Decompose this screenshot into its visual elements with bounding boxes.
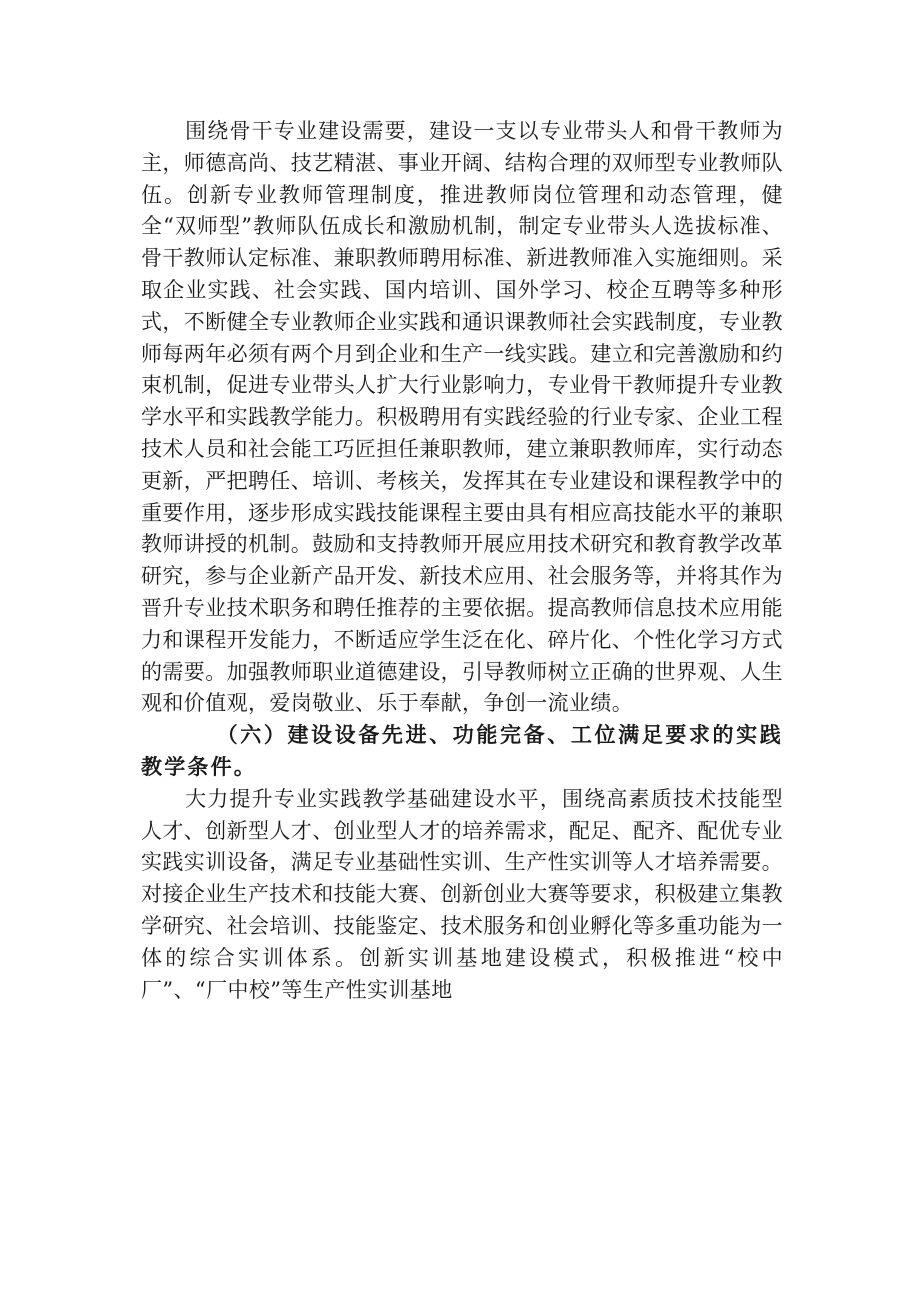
body-paragraph: 围绕骨干专业建设需要，建设一支以专业带头人和骨干教师为主，师德高尚、技艺精湛、事业开阔、结构合理的双师型专业教师队伍。创新专业教师管理制度，推进教师岗位管理和动态管理，健全“双师型”教师队伍成长和激励机制，制定专业带头人选拔标准、骨干教师认定标准、兼职教师聘用标准、新进教师准入实施细则。采取企业实践、社会实践、国内培训、国外学习、校企互聘等多种形式，不断健全专业教师企业实践和通识课教师社会实践制度，专业教师每两年必须有两个月到企业和生产一线实践。建立和完善激励和约束机制，促进专业带头人扩大行业影响力，专业骨干教师提升专业教学水平和实践教学能力。积极聘用有实践经验的行业专家、企业工程技术人员和社会能工巧匠担任兼职教师，建立兼职教师库，实行动态更新，严把聘任、培训、考核关，发挥其在专业建设和课程教学中的重要作用，逐步形成实践技能课程主要由具有相应高技能水平的兼职教师讲授的机制。鼓励和支持教师开展应用技术研究和教育教学改革研究，参与企业新产品开发、新技术应用、社会服务等，并将其作为晋升专业技术职务和聘任推荐的主要依据。提高教师信息技术应用能力和课程开发能力，不断适应学生泛在化、碎片化、个性化学习方式的需要。加强教师职业道德建设，引导教师树立正确的世界观、人生观和价值观，爱岗敬业、乐于奉献，争创一流业绩。 — [141, 119, 783, 716]
body-paragraph: 大力提升专业实践教学基础建设水平，围绕高素质技术技能型人才、创新型人才、创业型人才的培养需求，配足、配齐、配优专业实践实训设备，满足专业基础性实训、生产性实训等人才培养需要。对接企业生产技术和技能大赛、创新创业大赛等要求，积极建立集教学研究、社会培训、技能鉴定、技术服务和创业孵化等多重功能为一体的综合实训体系。创新实训基地建设模式，积极推进“校中厂”、“厂中校”等生产性实训基地 — [141, 786, 783, 1002]
document-body — [141, 116, 783, 1006]
section-heading: （六）建设设备先进、功能完备、工位满足要求的实践教学条件。 — [141, 723, 783, 779]
